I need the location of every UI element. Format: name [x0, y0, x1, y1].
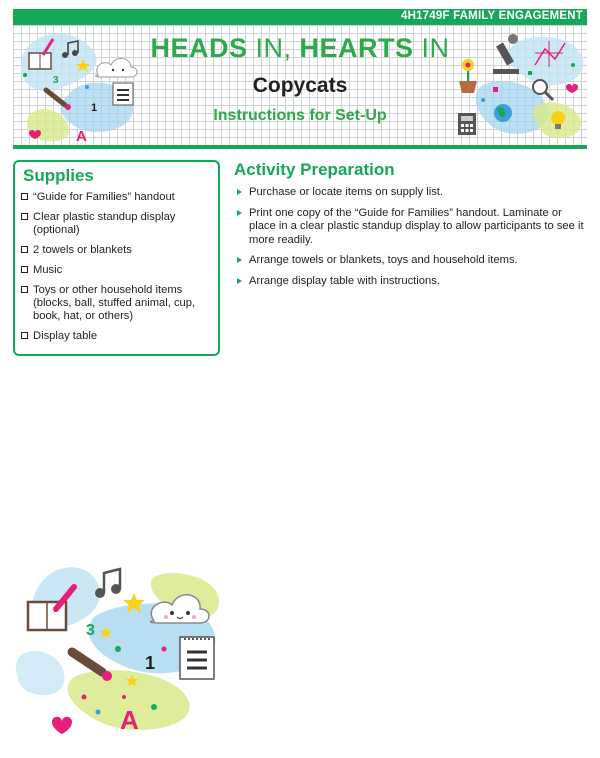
supplies-heading: Supplies	[23, 166, 94, 185]
number-three: 3	[86, 622, 95, 639]
checkbox-icon	[21, 332, 28, 339]
music-note-icon	[95, 569, 121, 598]
publication-code: 4H1749F FAMILY ENGAGEMENT	[400, 10, 583, 22]
list-item: Music	[21, 264, 212, 277]
list-item: Toys or other household items (blocks, ball, stuffed animal, cup, book, hat, or others)	[21, 284, 212, 323]
number-one: 1	[145, 653, 156, 673]
activity-preparation	[234, 160, 589, 295]
top-strip	[13, 9, 587, 25]
document-subtitle: Instructions for Set-Up	[213, 107, 387, 124]
list-item: Arrange display table with instructions.	[234, 275, 589, 289]
preparation-list	[234, 186, 589, 288]
dot-icon	[96, 710, 101, 715]
list-item: Display table	[21, 330, 212, 343]
checkbox-icon	[21, 286, 28, 293]
letter-a: A	[120, 705, 139, 735]
bullet-arrow-icon	[237, 257, 242, 263]
list-item: Clear plastic standup display (optional)	[21, 211, 212, 237]
svg-text:3: 3	[53, 75, 59, 86]
svg-text:1: 1	[91, 102, 98, 114]
header-banner	[13, 9, 587, 149]
dot-icon	[82, 695, 87, 700]
svg-text:A: A	[76, 128, 87, 145]
list-item: Purchase or locate items on supply list.	[234, 186, 589, 200]
dot-icon	[162, 647, 167, 652]
supplies-box	[13, 160, 220, 356]
supplies-list	[21, 191, 212, 343]
dot-icon	[122, 695, 126, 699]
list-item: Arrange towels or blankets, toys and household items.	[234, 254, 589, 268]
bottom-illustration	[14, 557, 229, 737]
blue-blob	[16, 651, 65, 695]
dot-icon	[115, 646, 121, 652]
bullet-arrow-icon	[237, 189, 242, 195]
bullet-arrow-icon	[237, 278, 242, 284]
list-item: 2 towels or blankets	[21, 244, 212, 257]
checkbox-icon	[21, 246, 28, 253]
list-item: “Guide for Families” handout	[21, 191, 212, 204]
preparation-heading: Activity Preparation	[234, 160, 395, 179]
checkbox-icon	[21, 266, 28, 273]
bottom-strip	[13, 145, 587, 149]
notepad-icon	[180, 637, 214, 679]
heart-icon	[52, 717, 72, 734]
activity-title: Copycats	[252, 74, 348, 97]
checkbox-icon	[21, 193, 28, 200]
bullet-arrow-icon	[237, 210, 242, 216]
list-item: Print one copy of the “Guide for Families” handout. Laminate or place in a clear plastic standup display to allow participants to see it more readily.	[234, 207, 589, 248]
dot-icon	[151, 704, 157, 710]
series-title: HEADS IN, HEARTS IN	[150, 33, 450, 63]
checkbox-icon	[21, 213, 28, 220]
